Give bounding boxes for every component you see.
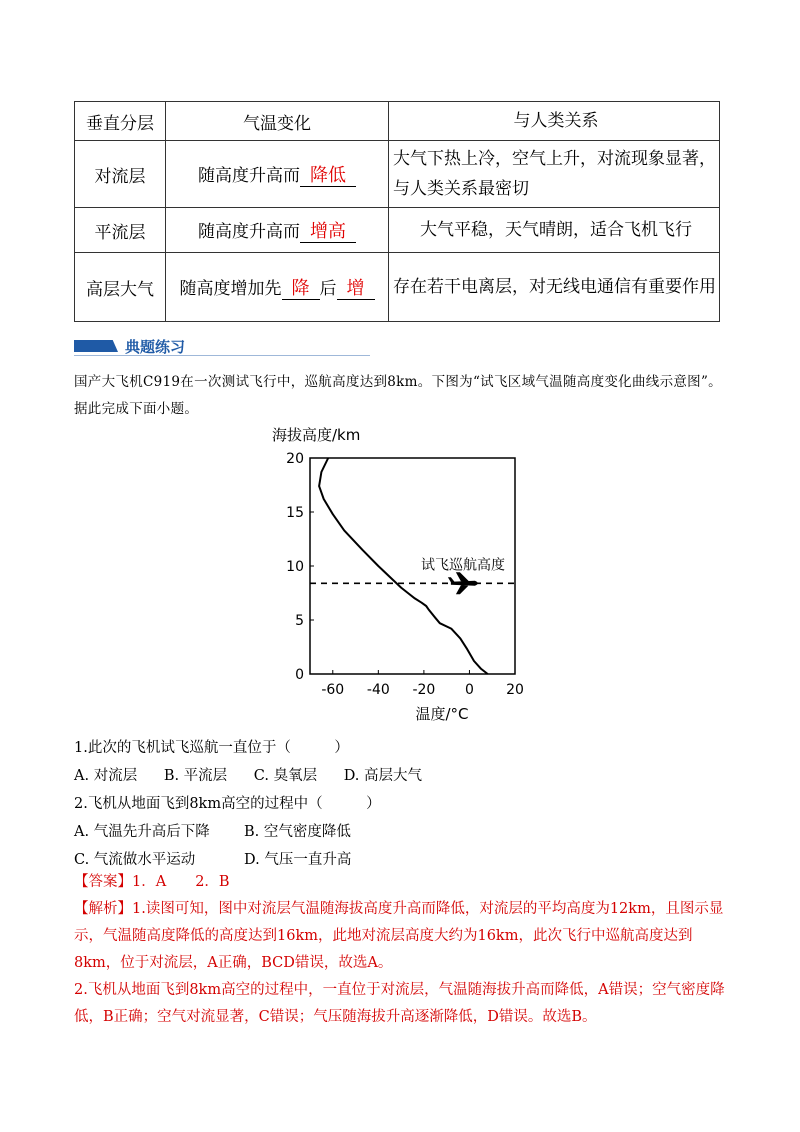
table-row [75,208,720,253]
header-cell: 与人类关系 [389,102,720,141]
question-1-options [74,764,422,785]
human-relation: 存在若干电离层，对无线电通信有重要作用 [389,253,720,322]
option[interactable]: A. 气温先升高后下降 [74,824,210,840]
question-intro: 国产大飞机C919在一次测试飞行中，巡航高度达到8km。下图为“试飞区域气温随高度变化曲线示意图”。据此完成下面小题。 [74,374,722,417]
section-title: 典题练习 [125,338,186,356]
question-2-options-row2 [74,848,351,869]
option[interactable]: D. 气压一直升高 [244,852,352,868]
x-tick-label: -60 [321,682,345,698]
temperature-change [166,253,389,322]
fill-blank-answer: 增高 [300,222,356,243]
layer-name: 高层大气 [75,253,166,322]
airplane-icon [448,572,478,594]
fill-blank-answer: 降低 [300,166,356,187]
temperature-change [166,208,389,253]
human-relation: 大气平稳，天气晴朗，适合飞机飞行 [389,208,720,253]
change-text: 随高度增加先 [179,279,282,299]
y-axis-label: 海拔高度/km [272,426,361,444]
y-tick-label: 20 [286,451,304,467]
x-axis-label: 温度/°C [415,705,469,723]
answer-line: 【答案】1．A 2．B [74,874,230,890]
x-tick-label: 0 [464,682,474,698]
change-text: 随高度升高而 [198,222,300,242]
atmosphere-layers-table [74,101,720,322]
x-tick-label: -40 [366,682,390,698]
y-tick-label: 5 [295,613,304,629]
table-header-row [75,102,720,141]
option[interactable]: C. 臭氧层 [253,768,318,784]
fill-blank-answer: 增 [337,279,375,300]
y-tick-label: 0 [295,667,304,683]
section-underline [74,355,370,356]
layer-name: 平流层 [75,208,166,253]
option[interactable]: B. 平流层 [163,768,228,784]
option[interactable]: B. 空气密度降低 [244,824,351,840]
section-heading [74,336,370,358]
temperature-altitude-chart [260,424,560,724]
x-tick-label: -20 [412,682,436,698]
table-row [75,253,720,322]
human-relation: 大气下热上冷，空气上升，对流现象显著，与人类关系最密切 [389,141,720,208]
x-tick-label: 20 [506,682,524,698]
change-text: 后 [319,279,337,299]
analysis-2: 2.飞机从地面飞到8km高空的过程中，一直位于对流层，气温随海拔升高而降低，A错误；空气密度降低，B正确；空气对流显著，C错误；气压随海拔升高逐渐降低，D错误。故选B。 [74,982,725,1025]
option[interactable]: C. 气流做水平运动 [74,852,196,868]
cruise-altitude-label: 试飞巡航高度 [421,557,505,574]
analysis-1: 【解析】1.读图可知，图中对流层气温随海拔高度升高而降低，对流层的平均高度为12km，且图示显示，气温随高度降低的高度达到16km，此地对流层高度大约为16km，此次飞行中巡航高度达到8km，位于对流层，A正确，BCD错误，故选A。 [74,901,724,971]
fill-blank-answer: 降 [282,279,320,300]
option[interactable]: A. 对流层 [74,768,138,784]
change-text: 随高度升高而 [198,166,300,186]
question-2-stem: 2.飞机从地面飞到8km高空的过程中（ ） [74,796,381,812]
option[interactable]: D. 高层大气 [343,768,423,784]
question-1-stem: 1.此次的飞机试飞巡航一直位于（ ） [74,740,349,756]
y-tick-label: 15 [286,505,304,521]
header-cell: 垂直分层 [75,102,166,141]
table-row [75,141,720,208]
section-bar-icon [74,340,118,352]
question-2-options-row1 [74,820,351,841]
temperature-change [166,141,389,208]
layer-name: 对流层 [75,141,166,208]
header-cell: 气温变化 [166,102,389,141]
y-tick-label: 10 [286,559,304,575]
